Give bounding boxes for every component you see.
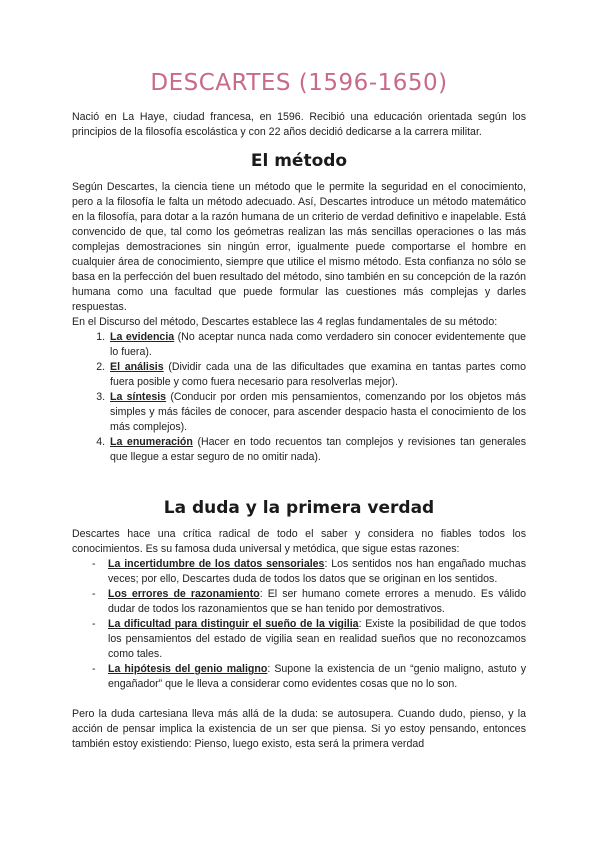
- list-item: [108, 587, 526, 617]
- rule-text: (Dividir cada una de las dificultades que examina en tantas partes como fuera posible y como fuera necesario para resolverlas mejor).: [110, 361, 526, 388]
- rule-term: La evidencia: [110, 331, 175, 343]
- list-item: [108, 330, 526, 360]
- closing-paragraph: Pero la duda cartesiana lleva más allá de la duda: se autosupera. Cuando dudo, pienso, y la acción de pensar implica la existencia de un ser que piensa. Si yo estoy pensando, entonces también estoy existiendo: Pienso, luego existo, esta será la primera verdad: [72, 708, 526, 750]
- doubt-reasons-list: [72, 557, 526, 692]
- list-item: [108, 662, 526, 692]
- list-item: [108, 435, 526, 465]
- reason-term: Los errores de razonamiento: [108, 588, 260, 600]
- method-paragraph: Según Descartes, la ciencia tiene un método que le permite la seguridad en el conocimiento, pero a la filosofía le falta un método adecuado. Así, Descartes introduce un método matemático en la filosofía, para dotar a la razón humana de un criterio de verdad definitivo e inapelable. Está convencido de que, tal como los geómetras realizan las más sencillas operaciones o las más complejas demostraciones sin ningún error, igualmente puede comportarse el hombre en cualquier área de conocimiento, siempre que utilice el mismo método. Esta confianza no sólo se basa en la perfección del buen resultado del método, sino también en su concepción de la razón humana como una facultad que puede formular las cuestiones más complejas y darles respuestas.: [72, 181, 526, 313]
- page-title: DESCARTES (1596-1650): [150, 70, 448, 96]
- reason-text: : El ser humano comete errores a menudo. Es válido dudar de todos los razonamientos que se han tenido por demostrativos.: [108, 588, 526, 615]
- rule-text: (No aceptar nunca nada como verdadero sin conocer evidentemente que lo fuera).: [110, 331, 527, 358]
- doubt-paragraph: Descartes hace una crítica radical de todo el saber y considera no fiables todos los conocimientos. Es su famosa duda universal y metódica, que sigue estas razones:: [72, 528, 526, 555]
- reason-text: : Los sentidos nos han engañado muchas veces; por ello, Descartes duda de todos los datos que se originan en los sentidos.: [108, 558, 526, 585]
- rules-intro: En el Discurso del método, Descartes establece las 4 reglas fundamentales de su método:: [72, 316, 498, 328]
- rule-text: (Hacer en todo recuentos tan complejos y revisiones tan generales que llegue a estar seguro de no omitir nada).: [110, 436, 526, 463]
- document-page: [72, 64, 526, 752]
- rule-term: El análisis: [110, 361, 164, 373]
- doubt-heading: La duda y la primera verdad: [163, 498, 435, 518]
- list-item: [108, 360, 526, 390]
- list-item: [108, 617, 526, 662]
- method-rules-list: [72, 330, 526, 465]
- list-item: [108, 557, 526, 587]
- method-heading: El método: [250, 151, 348, 171]
- reason-term: La incertidumbre de los datos sensoriales: [108, 558, 325, 570]
- reason-term: La dificultad para distinguir el sueño de la vigilia: [108, 618, 359, 630]
- intro-paragraph: Nació en La Haye, ciudad francesa, en 1596. Recibió una educación orientada según los principios de la filosofía escolástica y con 22 años decidió dedicarse a la carrera militar.: [72, 111, 526, 138]
- rule-term: La enumeración: [110, 436, 193, 448]
- rule-term: La síntesis: [110, 391, 167, 403]
- list-item: [108, 390, 526, 435]
- rule-text: (Conducir por orden mis pensamientos, comenzando por los objetos más simples y más fáciles de conocer, para ascender despacio hasta el conocimiento de los más complejos).: [110, 391, 527, 433]
- reason-text: : Supone la existencia de un “genio maligno, astuto y engañador” que le lleva a considerar como evidentes cosas que no lo son.: [108, 663, 526, 690]
- reason-text: : Existe la posibilidad de que todos los pensamientos del estado de vigilia sean en realidad sueños que no reconozcamos como tales.: [108, 618, 526, 660]
- reason-term: La hipótesis del genio maligno: [108, 663, 268, 675]
